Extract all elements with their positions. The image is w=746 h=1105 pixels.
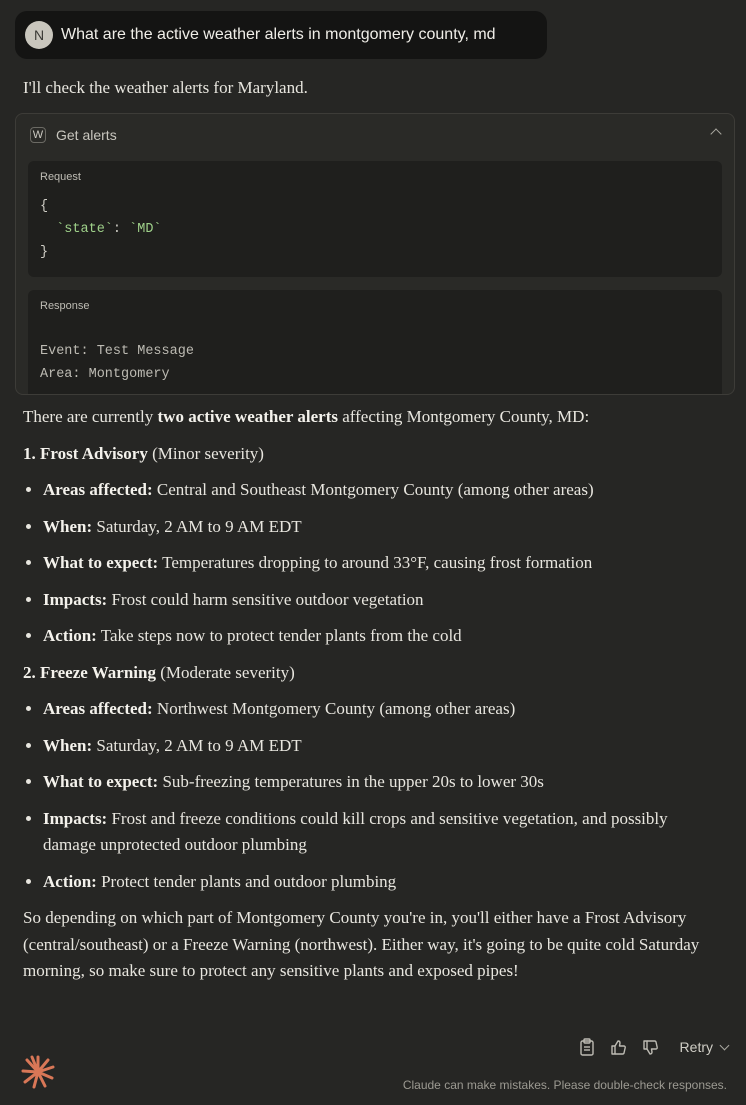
item-label: Action: (43, 871, 97, 891)
user-message (15, 11, 547, 59)
tool-badge: W (30, 127, 46, 143)
item-text: Saturday, 2 AM to 9 AM EDT (92, 735, 302, 755)
user-message-text: What are the active weather alerts in montgomery county, md (61, 26, 496, 43)
list-item (43, 769, 713, 796)
list-item (43, 806, 713, 859)
item-text: Frost and freeze conditions could kill crops and sensitive vegetation, and possibly damage unprotected outdoor plumbing (43, 808, 668, 854)
summary-text: There are currently (23, 407, 158, 426)
item-text: Central and Southeast Montgomery County (among other areas) (152, 480, 594, 499)
list-item (43, 869, 713, 896)
item-label: What to expect: (43, 772, 159, 791)
request-separator: : (112, 222, 130, 237)
user-avatar[interactable]: N (25, 21, 53, 49)
tool-call-header[interactable] (16, 114, 734, 156)
response-label: Response (40, 300, 90, 312)
item-text: Temperatures dropping to around 33°F, causing frost formation (158, 553, 593, 572)
list-item (43, 696, 713, 723)
item-label: Areas affected: (43, 699, 153, 718)
request-code (40, 195, 710, 264)
thumbs-up-icon[interactable] (608, 1036, 630, 1058)
list-item (43, 477, 713, 504)
list-item (43, 623, 713, 650)
message-actions (576, 1036, 728, 1058)
summary-paragraph (23, 404, 713, 431)
response-line: Event: Test Message (40, 344, 194, 359)
code-line: { (40, 199, 49, 214)
response-code (40, 340, 710, 386)
tool-title: Get alerts (56, 127, 117, 143)
list-item (43, 733, 713, 760)
conclusion-paragraph: So depending on which part of Montgomery County you're in, you'll either have a Frost Advisory (central/southeast) or a Freeze Warning (northwest). Either way, it's going to be quite cold Saturday morning, so make sure to protect any sensitive plants and exposed pipes! (23, 908, 700, 980)
retry-button[interactable] (680, 1039, 728, 1055)
item-text: Protect tender plants and outdoor plumbing (96, 871, 397, 891)
item-label: Areas affected: (43, 480, 153, 499)
response-block (28, 290, 722, 395)
item-label: Impacts: (43, 589, 108, 609)
item-label: When: (43, 516, 93, 536)
item-label: When: (43, 735, 93, 755)
request-key: `state` (56, 222, 113, 237)
collapse-chevron-icon[interactable] (710, 128, 721, 139)
item-label: What to expect: (43, 553, 159, 572)
thumbs-down-icon[interactable] (640, 1036, 662, 1058)
item-label: Impacts: (43, 808, 108, 828)
item-text: Sub-freezing temperatures in the upper 20s to lower 30s (158, 772, 544, 791)
assistant-intro: I'll check the weather alerts for Maryland. (23, 78, 308, 97)
request-block (28, 161, 722, 277)
summary-bold: two active weather alerts (157, 407, 338, 426)
alert-list (23, 696, 713, 895)
chevron-down-icon (720, 1040, 730, 1050)
item-text: Saturday, 2 AM to 9 AM EDT (92, 516, 302, 536)
summary-text: affecting Montgomery County, MD: (337, 407, 590, 426)
assistant-answer (23, 404, 713, 995)
disclaimer-text: Claude can make mistakes. Please double-check responses. (402, 1078, 727, 1092)
item-text: Take steps now to protect tender plants from the cold (96, 626, 462, 645)
response-line: Area: Montgomery (40, 367, 170, 382)
item-text: Northwest Montgomery County (among other areas) (152, 699, 516, 718)
alert-heading (23, 441, 713, 468)
alert-heading (23, 660, 713, 687)
list-item (43, 587, 713, 614)
item-label: Action: (43, 626, 97, 645)
alert-severity: (Moderate severity) (156, 662, 295, 682)
request-value: `MD` (129, 222, 162, 237)
tool-call-card (15, 113, 735, 395)
claude-logo-icon (21, 1055, 55, 1089)
item-text: Frost could harm sensitive outdoor vegetation (107, 589, 424, 609)
alert-severity: (Minor severity) (147, 443, 264, 463)
clipboard-icon[interactable] (576, 1036, 598, 1058)
alert-title: 2. Freeze Warning (23, 662, 156, 682)
retry-label: Retry (679, 1039, 713, 1055)
list-item (43, 550, 713, 577)
alert-title: 1. Frost Advisory (23, 443, 148, 463)
request-label: Request (40, 171, 81, 183)
code-line: } (40, 245, 49, 260)
alert-list (23, 477, 713, 650)
list-item (43, 514, 713, 541)
